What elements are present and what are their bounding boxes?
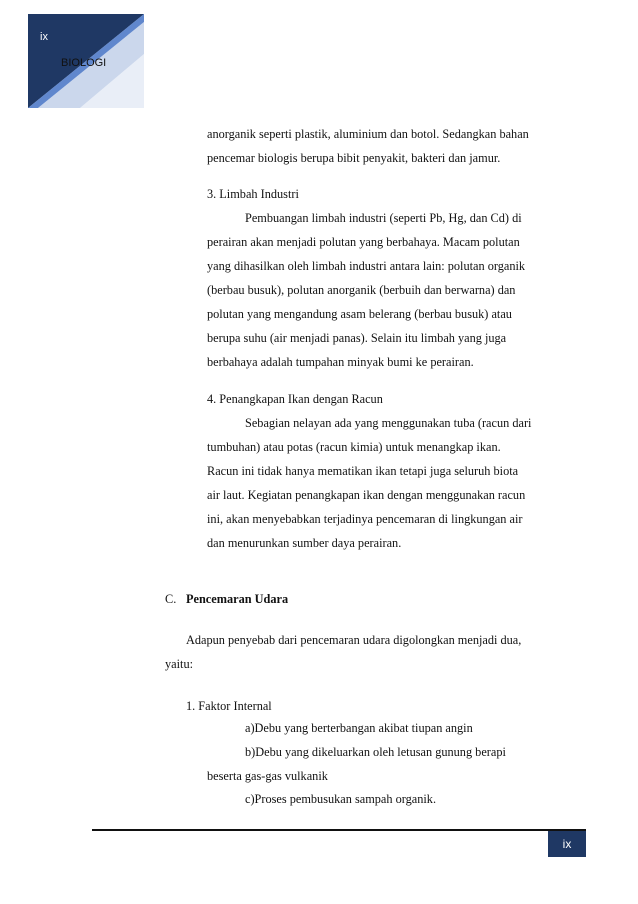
text-line: ini, akan menyebabkan terjadinya pencemaran di lingkungan air — [207, 512, 523, 526]
text-line: Sebagian nelayan ada yang menggunakan tuba (racun dari — [245, 416, 532, 430]
text-line: Pembuangan limbah industri (seperti Pb, Hg, dan Cd) di — [245, 211, 522, 225]
header-title: BIOLOGI — [61, 57, 107, 69]
item-heading: 3. Limbah Industri — [207, 187, 299, 201]
item-heading: 1. Faktor Internal — [186, 699, 272, 713]
text-line: yang dihasilkan oleh limbah industri antara lain: polutan organik — [207, 259, 526, 273]
text-line: anorganik seperti plastik, aluminium dan botol. Sedangkan bahan — [207, 127, 529, 141]
text-line: dan menurunkan sumber daya perairan. — [207, 536, 402, 550]
header-page-number: ix — [40, 31, 48, 43]
text-line: Racun ini tidak hanya mematikan ikan tetapi juga seluruh biota — [207, 464, 519, 478]
text-line: air laut. Kegiatan penangkapan ikan dengan menggunakan racun — [207, 488, 526, 502]
text-line: berbahaya adalah tumpahan minyak bumi ke perairan. — [207, 355, 474, 369]
section-title: Pencemaran Udara — [186, 592, 289, 606]
text-line: a)Debu yang berterbangan akibat tiupan angin — [245, 721, 473, 735]
text-line: berupa suhu (air menjadi panas). Selain itu limbah yang juga — [207, 331, 507, 345]
footer-page-number: ix — [548, 831, 586, 857]
text-line: Adapun penyebab dari pencemaran udara digolongkan menjadi dua, — [186, 633, 522, 647]
section-letter: C. — [165, 592, 177, 606]
text-line: c)Proses pembusukan sampah organik. — [245, 792, 437, 806]
footer-rule — [92, 829, 586, 831]
text-line: beserta gas-gas vulkanik — [207, 769, 328, 783]
item-heading: 4. Penangkapan Ikan dengan Racun — [207, 392, 383, 406]
text-line: polutan yang mengandung asam belerang (berbau busuk) atau — [207, 307, 512, 321]
text-line: yaitu: — [165, 657, 194, 671]
text-line: tumbuhan) atau potas (racun kimia) untuk menangkap ikan. — [207, 440, 501, 454]
text-line: b)Debu yang dikeluarkan oleh letusan gunung berapi — [245, 745, 506, 759]
text-line: perairan akan menjadi polutan yang berbahaya. Macam polutan — [207, 235, 520, 249]
text-line: (berbau busuk), polutan anorganik (berbuih dan berwarna) dan — [207, 283, 516, 297]
text-line: pencemar biologis berupa bibit penyakit, bakteri dan jamur. — [207, 151, 501, 165]
